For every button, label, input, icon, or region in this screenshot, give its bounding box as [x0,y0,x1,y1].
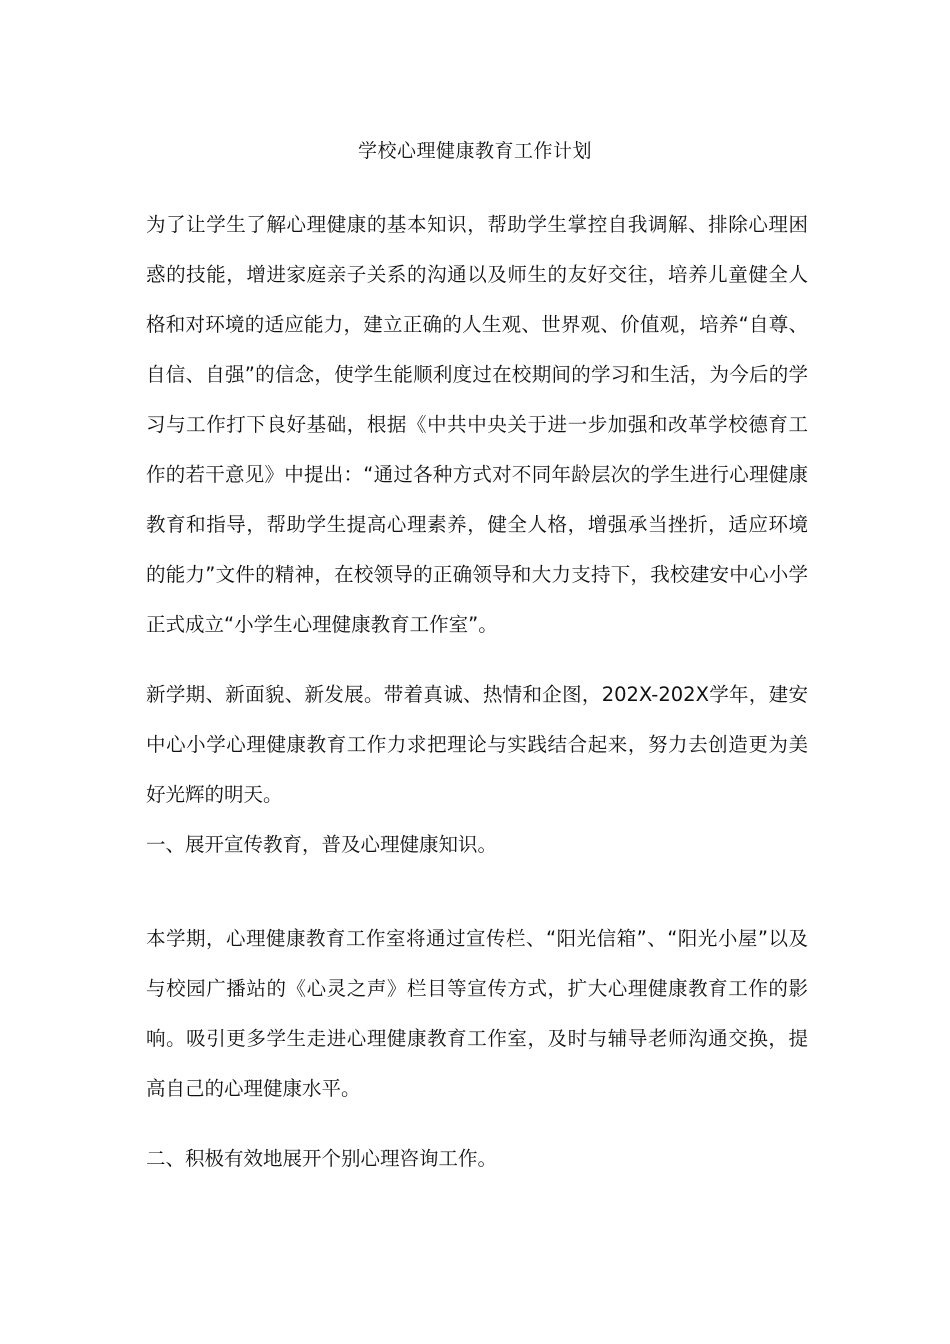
document-title: 学校心理健康教育工作计划 [357,140,592,162]
new-semester-paragraph: 新学期、新面貌、新发展。带着真诚、热情和企图，202X-202X学年，建安中心小学心理健康教育工作力求把理论与实践结合起来，努力去创造更为美好光辉的明天。 [146,683,808,806]
section-heading-1: 一、展开宣传教育，普及心理健康知识。 [146,833,498,856]
intro-paragraph: 为了让学生了解心理健康的基本知识，帮助学生掌控自我调解、排除心理困惑的技能，增进家庭亲子关系的沟通以及师生的友好交往，培养儿童健全人格和对环境的适应能力，建立正确的人生观、世界观、价值观，培养“自尊、自信、自强”的信念，使学生能顺利度过在校期间的学习和生活，为今后的学习与工作打下良好基础，根据《中共中央关于进一步加强和改革学校德育工作的若干意见》中提出：“通过各种方式对不同年龄层次的学生进行心理健康教育和指导，帮助学生提高心理素养，健全人格，增强承当挫折，适应环境的能力”文件的精神，在校领导的正确领导和大力支持下，我校建安中心小学正式成立“小学生心理健康教育工作室”。 [146,213,808,636]
publicity-paragraph: 本学期，心理健康教育工作室将通过宣传栏、“阳光信箱”、“阳光小屋”以及与校园广播站的《心灵之声》栏目等宣传方式，扩大心理健康教育工作的影响。吸引更多学生走进心理健康教育工作室，及时与辅导老师沟通交换，提高自己的心理健康水平。 [146,927,808,1100]
section-heading-2: 二、积极有效地展开个别心理咨询工作。 [146,1147,498,1170]
